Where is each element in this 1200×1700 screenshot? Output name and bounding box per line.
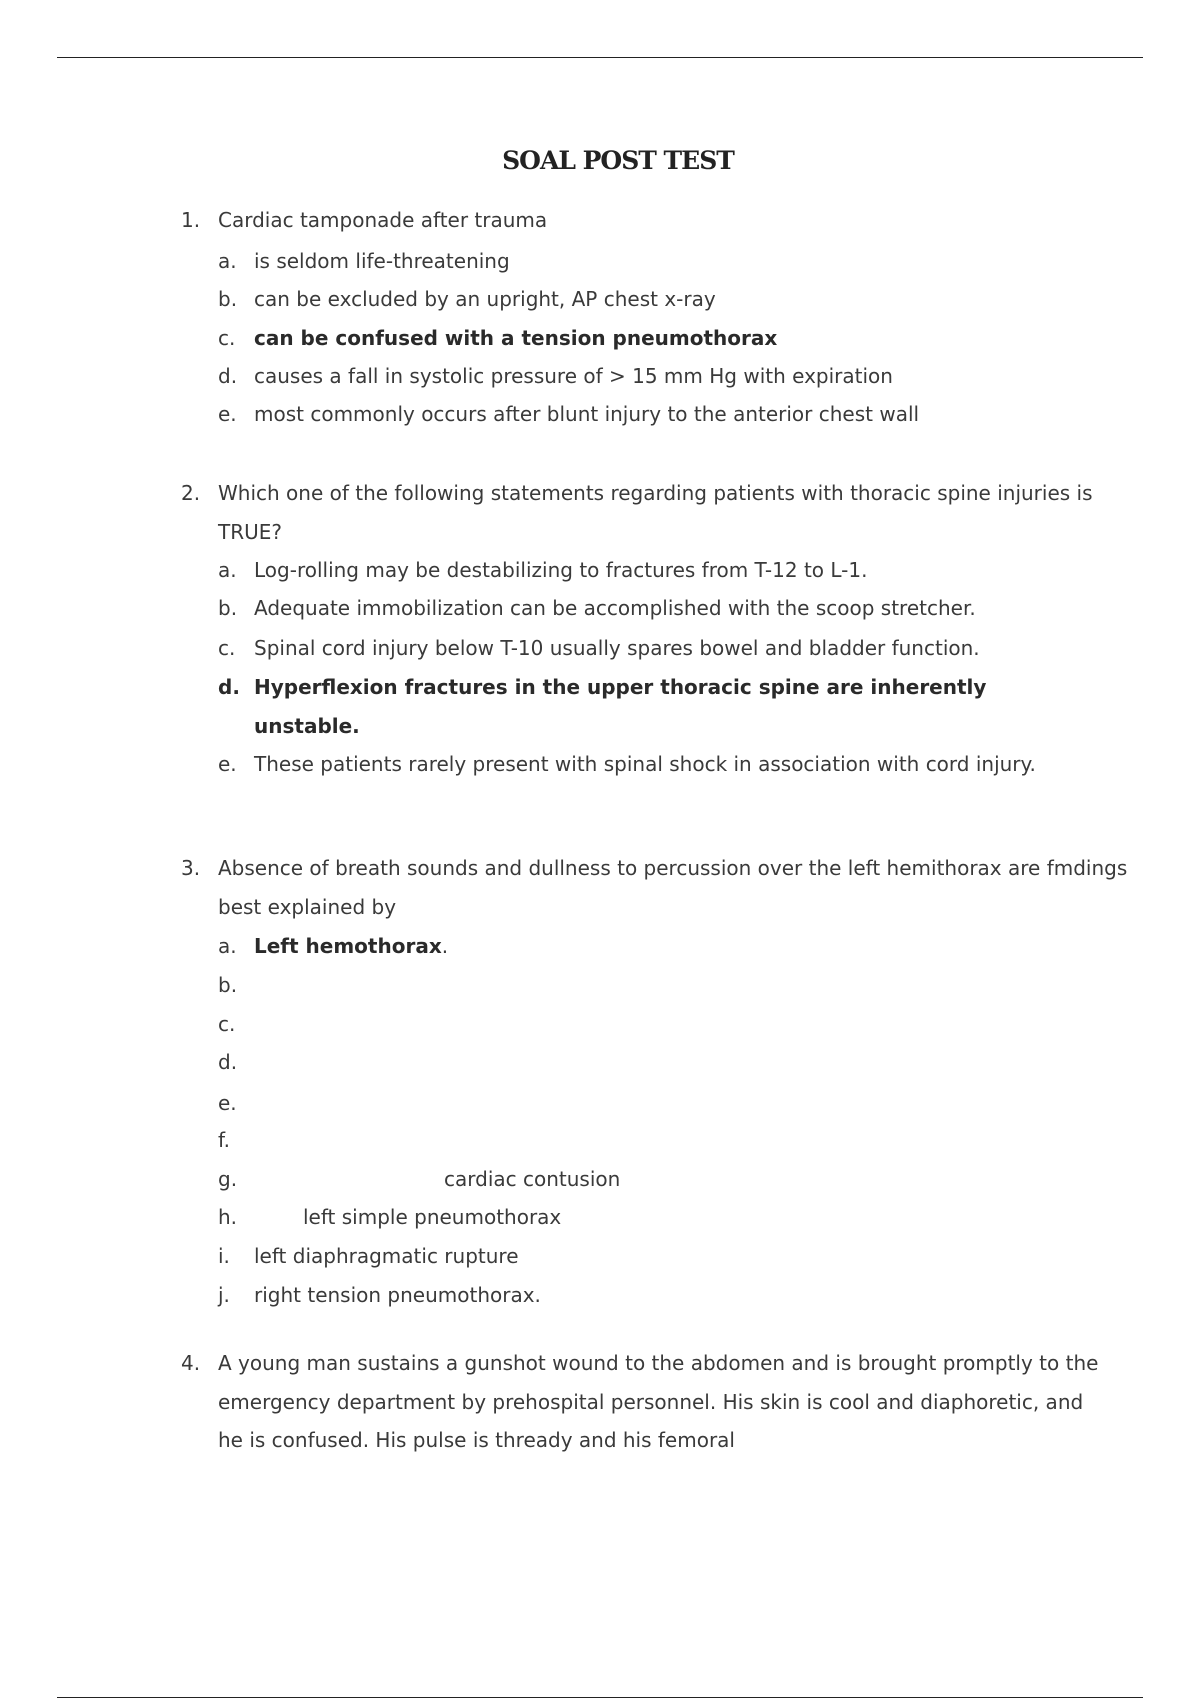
option-letter: d. — [218, 675, 240, 699]
option-letter: a. — [218, 934, 237, 958]
option-letter: b. — [218, 596, 238, 620]
question-text: Which one of the following statements regarding patients with thoracic spine injuries is TRUE? — [218, 481, 1093, 544]
option-text: left diaphragmatic rupture — [254, 1244, 519, 1268]
option-letter: i. — [218, 1244, 230, 1268]
top-rule — [57, 57, 1143, 58]
option-letter: c. — [218, 326, 236, 350]
answer-suffix: . — [441, 934, 449, 958]
option-letter: a. — [218, 558, 237, 582]
question-number: 1. — [181, 208, 201, 232]
option-letter: b. — [218, 973, 238, 997]
option-text: is seldom life-threatening — [254, 249, 510, 273]
option-text-answer — [254, 927, 1114, 966]
option-letter: b. — [218, 287, 238, 311]
option-text: These patients rarely present with spinal shock in association with cord injury. — [254, 752, 1036, 776]
answer-text: Left hemothorax — [254, 934, 442, 958]
question-text: Absence of breath sounds and dullness to percussion over the left hemithorax are fmdings best explained by — [218, 856, 1128, 919]
option-text: can be excluded by an upright, AP chest x-ray — [254, 287, 716, 311]
question-number: 4. — [181, 1351, 201, 1375]
question-number: 3. — [181, 856, 201, 880]
question-text: A young man sustains a gunshot wound to the abdomen and is brought promptly to the emergency department by prehospital personnel. His skin is cool and diaphoretic, and he is confused. His pulse is thready and his femoral — [218, 1351, 1099, 1452]
option-text: right tension pneumothorax. — [254, 1283, 541, 1307]
page-title: SOAL POST TEST — [502, 146, 734, 175]
option-letter: g. — [218, 1167, 238, 1191]
option-text: Adequate immobilization can be accomplished with the scoop stretcher. — [254, 596, 976, 620]
option-text-answer: Hyperflexion fractures in the upper thoracic spine are inherently unstable. — [254, 675, 987, 738]
option-letter: e. — [218, 752, 237, 776]
option-text: Log-rolling may be destabilizing to fractures from T-12 to L-1. — [254, 558, 868, 582]
option-text: causes a fall in systolic pressure of > 15 mm Hg with expiration — [254, 364, 893, 388]
option-letter: e. — [218, 1091, 237, 1115]
option-letter: c. — [218, 636, 236, 660]
question-text: Cardiac tamponade after trauma — [218, 208, 548, 232]
option-text-answer: can be confused with a tension pneumothorax — [254, 326, 778, 350]
option-letter: f. — [218, 1128, 230, 1152]
option-text: Spinal cord injury below T-10 usually spares bowel and bladder function. — [254, 636, 980, 660]
question-number: 2. — [181, 481, 201, 505]
option-text: left simple pneumothorax — [303, 1205, 562, 1229]
option-letter: d. — [218, 364, 238, 388]
option-letter: a. — [218, 249, 237, 273]
option-letter: j. — [218, 1283, 230, 1307]
option-text: most commonly occurs after blunt injury to the anterior chest wall — [254, 402, 920, 426]
option-text: cardiac contusion — [444, 1167, 621, 1191]
option-letter: d. — [218, 1050, 238, 1074]
option-letter: h. — [218, 1205, 238, 1229]
option-letter: c. — [218, 1012, 236, 1036]
option-letter: e. — [218, 402, 237, 426]
bottom-rule — [57, 1697, 1143, 1698]
